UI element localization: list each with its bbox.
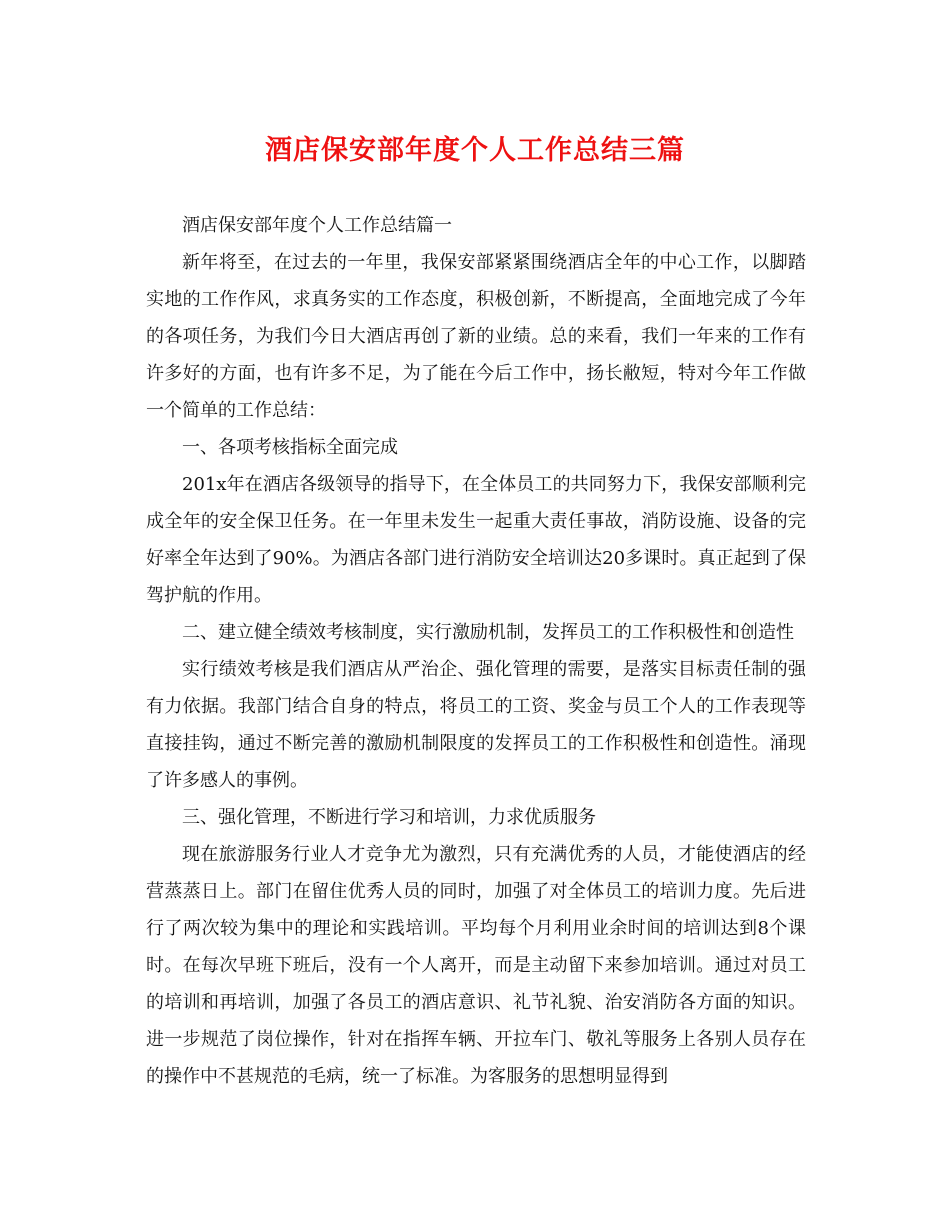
paragraph-intro: 新年将至，在过去的一年里，我保安部紧紧围绕酒店全年的中心工作，以脚踏实地的工作作风，求真务实的工作态度，积极创新，不断提高，全面地完成了今年的各项任务，为我们今日大酒店再创了新的业绩。总的来看，我们一年来的工作有许多好的方面，也有许多不足，为了能在今后工作中，扬长敝短，特对今年工作做一个简单的工作总结： [146,252,806,421]
section-heading-2: 二、建立健全绩效考核制度，实行激励机制，发挥员工的工作积极性和创造性 [182,622,794,643]
paragraph-performance: 实行绩效考核是我们酒店从严治企、强化管理的需要，是落实目标责任制的强有力依据。我部门结合自身的特点，将员工的工资、奖金与员工个人的工作表现等直接挂钩，通过不断完善的激励机制限度的发挥员工的工作积极性和创造性。涌现了许多感人的事例。 [146,659,806,791]
section-heading-3: 三、强化管理，不断进行学习和培训，力求优质服务 [182,807,596,828]
paragraph-training: 现在旅游服务行业人才竞争尤为激烈，只有充满优秀的人员，才能使酒店的经营蒸蒸日上。部门在留住优秀人员的同时，加强了对全体员工的培训力度。先后进行了两次较为集中的理论和实践培训。平均每个月利用业余时间的培训达到8个课时。在每次早班下班后，没有一个人离开，而是主动留下来参加培训。通过对员工的培训和再培训，加强了各员工的酒店意识、礼节礼貌、治安消防各方面的知识。进一步规范了岗位操作，针对在指挥车辆、开拉车门、敬礼等服务上各别人员存在的操作中不甚规范的毛病，统一了标准。为客服务的思想明显得到 [146,844,806,1087]
document-body [146,207,806,1095]
paragraph-assessment: 201x年在酒店各级领导的指导下，在全体员工的共同努力下，我保安部顺利完成全年的安全保卫任务。在一年里未发生一起重大责任事故，消防设施、设备的完好率全年达到了90%。为酒店各部门进行消防安全培训达20多课时。真正起到了保驾护航的作用。 [146,474,806,606]
section-heading-1: 一、各项考核指标全面完成 [182,437,398,458]
document-title: 酒店保安部年度个人工作总结三篇 [265,135,685,166]
section-heading-part-one: 酒店保安部年度个人工作总结篇一 [182,215,452,236]
